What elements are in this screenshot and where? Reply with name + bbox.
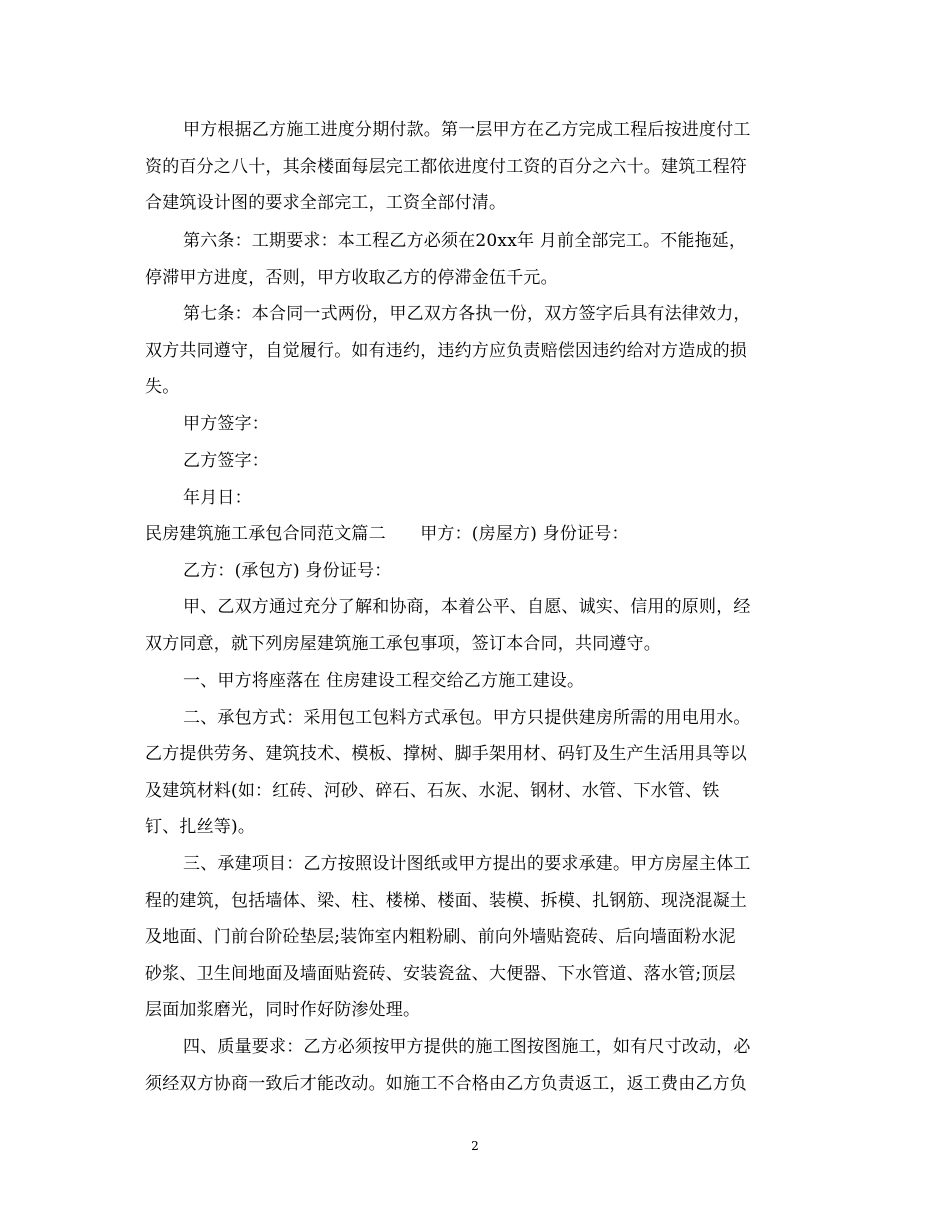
text-line: 双方同意，就下列房屋建筑施工承包事项，签订本合同，共同遵守。 bbox=[145, 634, 661, 654]
text-line: 钉、扎丝等)。 bbox=[145, 817, 256, 837]
text-line: 砂浆、卫生间地面及墙面贴瓷砖、安装瓷盆、大便器、下水管道、落水管;顶层 bbox=[145, 964, 736, 984]
section-heading: 民房建筑施工承包合同范文篇二 甲方：(房屋方) 身份证号： bbox=[145, 524, 629, 544]
text-line: 乙方提供劳务、建筑技术、模板、撑树、脚手架用材、码钉及生产生活用具等以 bbox=[145, 744, 747, 764]
text-line: 第六条：工期要求：本工程乙方必须在20xx年 月前全部完工。不能拖延， bbox=[183, 231, 747, 251]
text-line: 合建筑设计图的要求全部完工，工资全部付清。 bbox=[145, 193, 507, 213]
text-line: 二、承包方式：采用包工包料方式承包。甲方只提供建房所需的用电用水。 bbox=[183, 708, 751, 728]
text-line: 程的建筑，包括墙体、梁、柱、楼梯、楼面、装模、拆模、扎钢筋、现浇混凝土 bbox=[145, 891, 747, 911]
text-line: 及地面、门前台阶砼垫层;装饰室内粗粉刷、前向外墙贴瓷砖、后向墙面粉水泥 bbox=[145, 927, 736, 947]
text-line: 三、承建项目：乙方按照设计图纸或甲方提出的要求承建。甲方房屋主体工 bbox=[183, 854, 751, 874]
text-line: 须经双方协商一致后才能改动。如施工不合格由乙方负责返工，返工费由乙方负 bbox=[145, 1074, 747, 1094]
text-line: 第七条：本合同一式两份，甲乙双方各执一份，双方签字后具有法律效力， bbox=[183, 304, 751, 324]
text-line: 及建筑材料(如：红砖、河砂、碎石、石灰、水泥、钢材、水管、下水管、铁 bbox=[145, 781, 720, 801]
date-label: 年月日： bbox=[183, 488, 252, 508]
text-line: 停滞甲方进度，否则，甲方收取乙方的停滞金伍千元。 bbox=[145, 268, 558, 288]
text-line: 甲、乙双方通过充分了解和协商，本着公平、自愿、诚实、信用的原则，经 bbox=[183, 597, 751, 617]
text-line: 层面加浆磨光，同时作好防渗处理。 bbox=[145, 1000, 421, 1020]
text-line: 一、甲方将座落在 住房建设工程交给乙方施工建设。 bbox=[183, 671, 585, 691]
signature-label-party-a: 甲方签字： bbox=[183, 414, 269, 434]
page-number: 2 bbox=[471, 1139, 479, 1153]
text-line: 乙方：(承包方) 身份证号： bbox=[183, 561, 392, 581]
signature-label-party-b: 乙方签字： bbox=[183, 451, 269, 471]
text-line: 甲方根据乙方施工进度分期付款。第一层甲方在乙方完成工程后按进度付工 bbox=[183, 120, 751, 140]
text-line: 双方共同遵守，自觉履行。如有违约，违约方应负责赔偿因违约给对方造成的损 bbox=[145, 341, 747, 361]
text-line: 失。 bbox=[145, 377, 180, 397]
text-line: 资的百分之八十，其余楼面每层完工都依进度付工资的百分之六十。建筑工程符 bbox=[145, 157, 747, 177]
text-line: 四、质量要求：乙方必须按甲方提供的施工图按图施工，如有尺寸改动，必 bbox=[183, 1037, 751, 1057]
